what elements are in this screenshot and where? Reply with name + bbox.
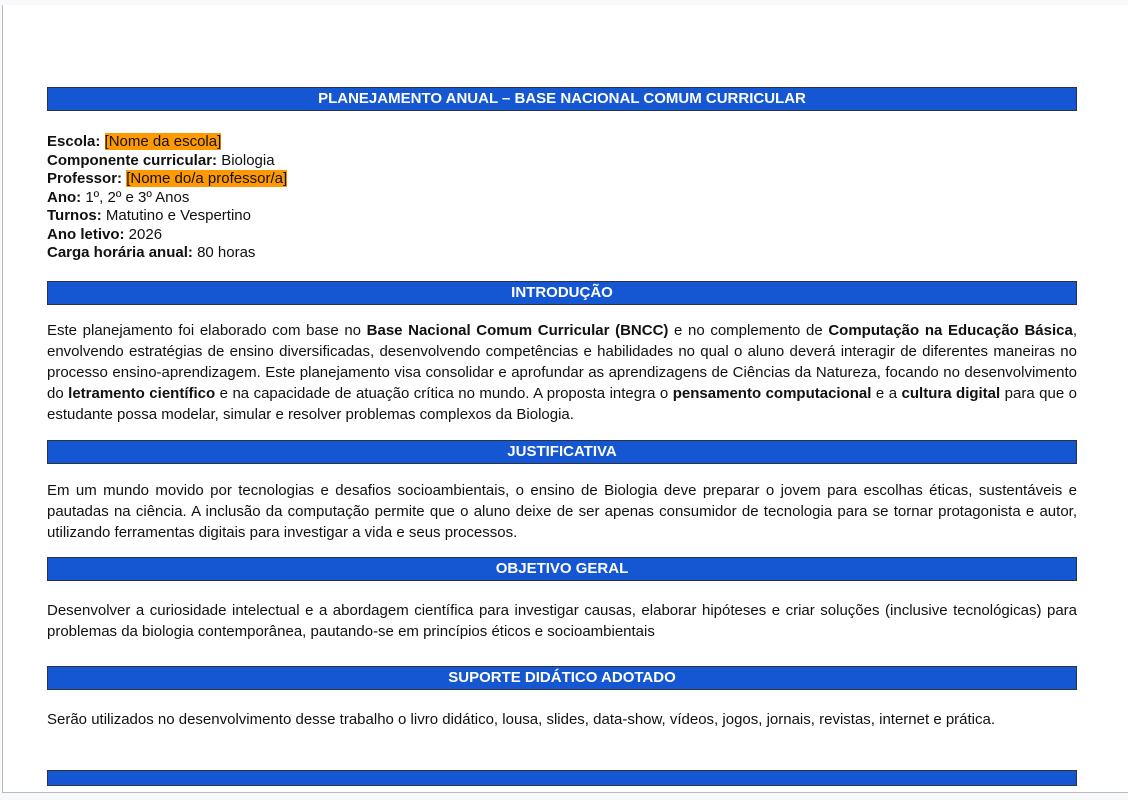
field-componente-value: Biologia: [221, 151, 275, 169]
section-header-objetivo-geral: [47, 557, 1077, 581]
info-label-componente: Componente curricular:: [47, 151, 218, 169]
section-heading-introducao: INTRODUÇÃO: [511, 283, 613, 301]
field-escola-value[interactable]: [Nome da escola]: [104, 133, 222, 150]
field-turnos-value: Matutino e Vespertino: [105, 207, 251, 224]
section-heading-objetivo-geral: OBJETIVO GERAL: [495, 559, 629, 577]
field-ano-value: 1º, 2º e 3º Anos: [85, 188, 190, 206]
next-section-header-partial: [47, 770, 1077, 786]
info-row-carga-horaria: [47, 244, 1077, 263]
info-label-professor: Professor:: [47, 170, 123, 187]
info-row-turnos: [47, 207, 1077, 226]
section-heading-justificativa: JUSTIFICATIVA: [507, 442, 617, 460]
suporte-didatico-paragraph: Serão utilizados no desenvolvimento desse trabalho o livro didático, lousa, slides, data-show, vídeos, jogos, jornais, revistas, internet e prática.: [47, 710, 996, 728]
info-label-turnos: Turnos:: [47, 207, 102, 224]
section-header-justificativa: [47, 440, 1077, 464]
document-title-bar: [47, 87, 1077, 111]
info-label-ano: Ano:: [47, 188, 82, 206]
info-row-professor: [47, 170, 1077, 189]
field-ano-letivo-value: 2026: [128, 225, 163, 243]
introducao-paragraph: Este planejamento foi elaborado com base no Base Nacional Comum Curricular (BNCC) e no complemento de Computação na Educação Básica, envolvendo estratégias de ensino diversificadas, desenvolvendo competências e habilidades no qual o aluno deverá interagir de diferentes maneiras no processo ensino-aprendizagem. Este planejamento visa consolidar e aprofundar as aprendizagens de Ciências da Natureza, focando no desenvolvimento do letramento científico e na capacidade de atuação crítica no mundo. A proposta integra o pensamento computacional e a cultura digital para que o estudante possa modelar, simular e resolver problemas complexos da Biologia.: [47, 321, 1078, 423]
field-carga-horaria-value: 80 horas: [197, 244, 256, 261]
info-label-ano-letivo: Ano letivo:: [47, 225, 125, 243]
info-label-carga-horaria: Carga horária anual:: [47, 244, 193, 261]
info-label-escola: Escola:: [47, 133, 101, 150]
section-heading-suporte-didatico: SUPORTE DIDÁTICO ADOTADO: [448, 668, 676, 686]
document-page: [2, 5, 1128, 793]
section-header-introducao: [47, 281, 1077, 305]
justificativa-paragraph: Em um mundo movido por tecnologias e desafios socioambientais, o ensino de Biologia deve preparar o jovem para escolhas éticas, sustentáveis e pautadas na ciência. A inclusão da computação permite que o aluno deixe de ser apenas consumidor de tecnologia para se tornar protagonista e autor, utilizando ferramentas digitais para investigar a vida e seus processos.: [47, 481, 1077, 541]
objetivo-geral-paragraph: Desenvolver a curiosidade intelectual e a abordagem científica para investigar causas, elaborar hipóteses e criar soluções (inclusive tecnológicas) para problemas da biologia contemporânea, pautando-se em princípios éticos e socioambientais: [47, 601, 1077, 640]
info-row-escola: [47, 133, 1077, 152]
info-row-componente: [47, 152, 1077, 171]
field-professor-value[interactable]: [Nome do/a professor/a]: [126, 170, 288, 187]
section-header-suporte-didatico: [47, 666, 1077, 690]
document-title: PLANEJAMENTO ANUAL – BASE NACIONAL COMUM CURRICULAR: [318, 90, 806, 107]
info-row-ano-letivo: [47, 226, 1077, 245]
document-content: [47, 87, 1077, 786]
school-info-block: [47, 133, 1077, 263]
info-row-ano: [47, 189, 1077, 208]
